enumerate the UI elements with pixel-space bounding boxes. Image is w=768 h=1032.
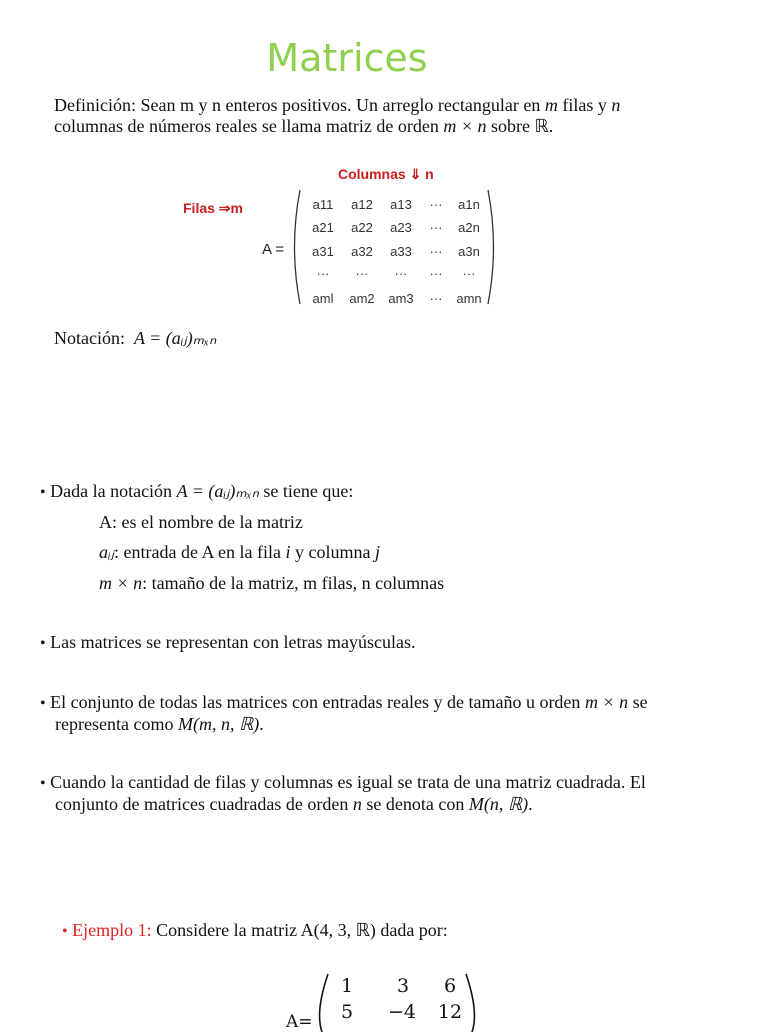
matrix-cell: a32 bbox=[351, 244, 373, 259]
left-paren-icon bbox=[286, 188, 304, 306]
notation-line bbox=[54, 328, 216, 349]
page-title: Matrices bbox=[266, 36, 428, 80]
notation-formula: A = (aᵢⱼ)ₘₓₙ bbox=[133, 328, 217, 348]
matrix-cell: a31 bbox=[312, 244, 334, 259]
example-matrix-name: A= bbox=[286, 1012, 313, 1032]
example-label: Ejemplo 1: bbox=[72, 920, 152, 940]
matrix-cell: amn bbox=[456, 291, 482, 306]
matrix-cell: am2 bbox=[349, 291, 375, 306]
matrix-cell: a11 bbox=[312, 197, 334, 212]
bullet-set-definition: • El conjunto de todas las matrices con entradas reales y de tamaño u orden m × n se representa como M(m, n, ℝ). bbox=[40, 692, 648, 734]
bullet-notation: • Dada la notación A = (aᵢⱼ)ₘₓₙ se tiene que: bbox=[40, 481, 354, 501]
matrix-cell: ··· bbox=[429, 244, 443, 259]
matrix-cell: ··· bbox=[429, 266, 443, 281]
example-cell: 12 bbox=[437, 1001, 463, 1023]
matrix-cell: ··· bbox=[316, 266, 330, 281]
example-line: • Ejemplo 1: Considere la matriz A(4, 3, ℝ) dada por: bbox=[62, 920, 448, 940]
matrix-cell: ··· bbox=[429, 220, 443, 235]
definition-line-1: Definición: Sean m y n enteros positivos. Un arreglo rectangular en m filas y n bbox=[54, 95, 621, 115]
matrix-cell: am3 bbox=[388, 291, 414, 306]
matrix-cell: aml bbox=[312, 291, 334, 306]
matrix-cell: ··· bbox=[394, 266, 408, 281]
rows-label: Filas ⇒m bbox=[183, 200, 243, 216]
sub-item-entry: aᵢⱼ: entrada de A en la fila i y columna j bbox=[99, 542, 380, 562]
matrix-cell: a13 bbox=[390, 197, 412, 212]
matrix-cell: ··· bbox=[429, 291, 443, 306]
matrix-cell: a2n bbox=[458, 220, 480, 235]
matrix-cell: a23 bbox=[390, 220, 412, 235]
example-cell: 5 bbox=[340, 1001, 354, 1023]
matrix-cell: a3n bbox=[458, 244, 480, 259]
bullet-icon: • bbox=[40, 775, 46, 792]
bullet-icon: • bbox=[40, 484, 46, 501]
matrix-cell: a1n bbox=[458, 197, 480, 212]
sub-item-name: A: es el nombre de la matriz bbox=[99, 512, 303, 532]
bullet-uppercase: • Las matrices se representan con letras mayúsculas. bbox=[40, 632, 416, 652]
example-cell: 6 bbox=[443, 975, 457, 997]
matrix-cell: ··· bbox=[429, 197, 443, 212]
example-cell: 3 bbox=[396, 975, 410, 997]
matrix-name: A = bbox=[262, 241, 285, 258]
bullet-icon: • bbox=[40, 695, 46, 712]
matrix-cell: a21 bbox=[312, 220, 334, 235]
matrix-cell: ··· bbox=[462, 266, 476, 281]
matrix-cell: a12 bbox=[351, 197, 373, 212]
matrix-cell: ··· bbox=[355, 266, 369, 281]
notation-label: Notación: bbox=[54, 328, 125, 348]
right-paren-icon bbox=[484, 188, 502, 306]
bullet-icon: • bbox=[62, 923, 68, 940]
bullet-icon: • bbox=[40, 635, 46, 652]
example-left-paren-icon bbox=[312, 972, 332, 1032]
matrix-cell: a22 bbox=[351, 220, 373, 235]
bullet-square-matrix: • Cuando la cantidad de filas y columnas es igual se trata de una matriz cuadrada. El conjunto de matrices cuadradas de orden n se denota con M(n, ℝ). bbox=[40, 772, 646, 814]
definition-line-2: columnas de números reales se llama matriz de orden m × n sobre ℝ. bbox=[54, 116, 554, 136]
columns-label: Columnas ⇓ n bbox=[338, 166, 434, 182]
matrix-cell: a33 bbox=[390, 244, 412, 259]
definition-text bbox=[54, 95, 754, 137]
sub-item-size: m × n: tamaño de la matriz, m filas, n columnas bbox=[99, 573, 445, 593]
example-cell: −4 bbox=[387, 1001, 416, 1023]
example-cell: 1 bbox=[340, 975, 354, 997]
